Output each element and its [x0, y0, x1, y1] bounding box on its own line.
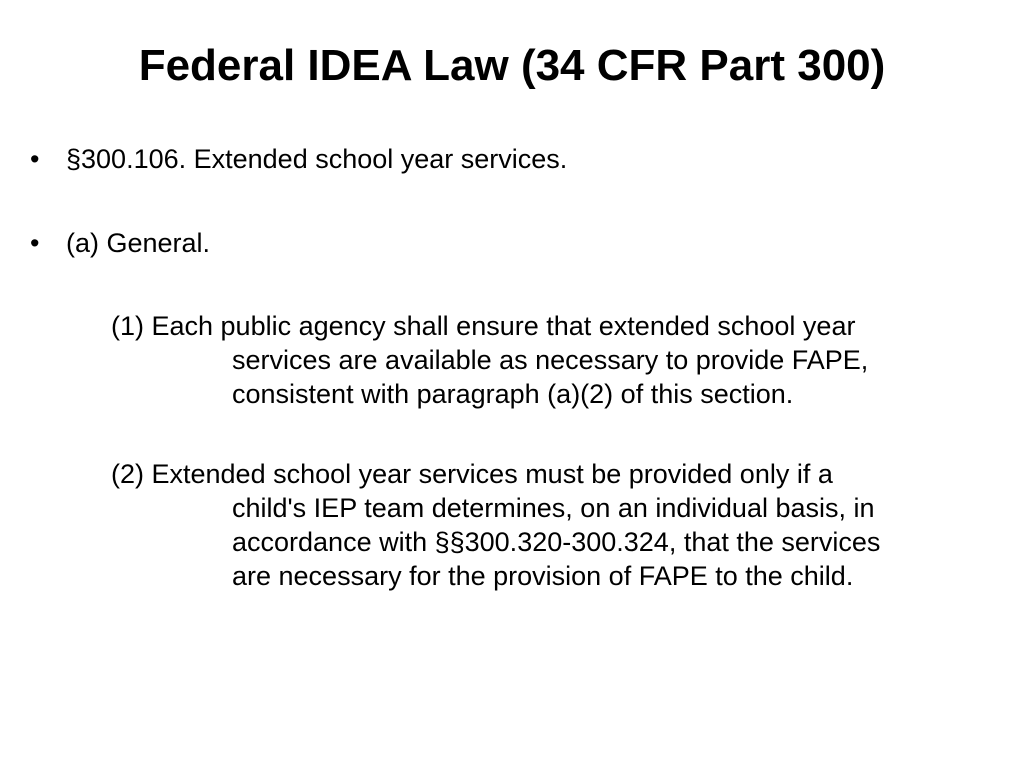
paragraph-1 [111, 309, 1001, 411]
paragraph-line: services are available as necessary to provide FAPE, [232, 345, 869, 375]
paragraph-line: child's IEP team determines, on an individual basis, in [232, 493, 875, 523]
paragraph-line: (2) Extended school year services must be provided only if a [111, 459, 833, 489]
bullet-marker: • [30, 228, 40, 258]
paragraph-line: accordance with §§300.320-300.324, that the services [232, 527, 881, 557]
paragraph-line: consistent with paragraph (a)(2) of this section. [232, 379, 794, 409]
bullet-text: (a) General. [66, 228, 211, 258]
slide-title: Federal IDEA Law (34 CFR Part 300) [138, 41, 886, 90]
bullet-marker: • [30, 144, 40, 174]
paragraph-line: (1) Each public agency shall ensure that extended school year [111, 311, 856, 341]
bullet-text: §300.106. Extended school year services. [66, 144, 568, 174]
paragraph-2 [111, 457, 1001, 593]
paragraph-line: are necessary for the provision of FAPE to the child. [232, 561, 854, 591]
